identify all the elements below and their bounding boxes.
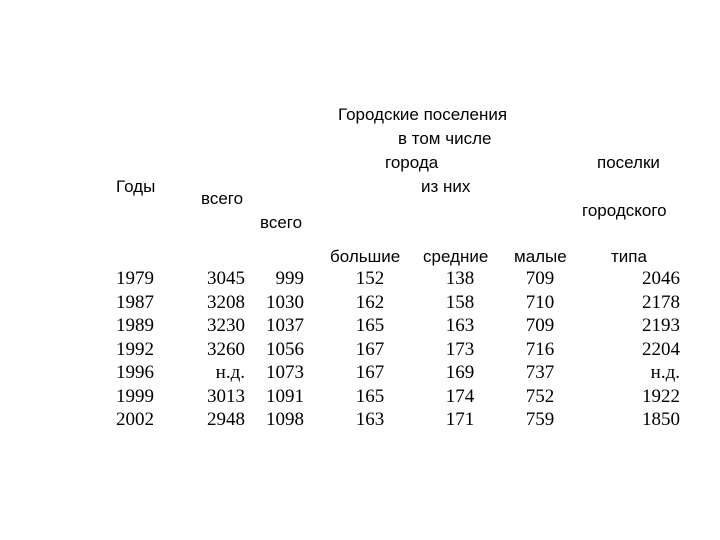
header-years: Годы [116, 177, 156, 196]
settlements-cell: 2204 [642, 338, 680, 360]
small-cell: 710 [525, 291, 555, 313]
header-cities-total: всего [260, 213, 303, 232]
header-urban-settlements: Городские поселения [338, 105, 508, 124]
header-settlements: поселки [597, 153, 660, 172]
cities-total-cell: 1056 [266, 338, 304, 360]
total-cell: 3013 [207, 385, 245, 407]
total-cell: н.д. [215, 362, 245, 383]
cities-total-cell: 999 [275, 268, 304, 289]
large-cell: 165 [355, 385, 385, 407]
small-cell: 759 [525, 409, 555, 430]
small-cell: 752 [525, 385, 555, 407]
year-cell: 1987 [116, 291, 154, 313]
medium-cell: 169 [445, 362, 475, 383]
header-medium: средние [423, 247, 489, 266]
year-cell: 1979 [116, 268, 154, 289]
settlements-cell: 1850 [642, 409, 680, 430]
small-cell: 737 [525, 362, 555, 383]
total-cell: 3045 [207, 268, 245, 289]
large-cell: 165 [355, 315, 385, 336]
year-cell: 1996 [116, 362, 154, 383]
medium-cell: 158 [445, 291, 475, 313]
large-cell: 152 [355, 268, 385, 289]
year-cell: 2002 [116, 409, 154, 430]
medium-cell: 173 [445, 338, 475, 360]
header-urban-type-1: городского [582, 201, 667, 220]
small-cell: 709 [525, 268, 555, 289]
year-cell: 1989 [116, 315, 154, 336]
cities-total-cell: 1073 [266, 362, 304, 383]
header-large: большие [330, 247, 401, 266]
header-total: всего [201, 189, 244, 208]
header-cities: города [385, 153, 439, 172]
total-cell: 3230 [207, 315, 245, 336]
medium-cell: 138 [445, 268, 475, 289]
settlements-cell: 1922 [642, 385, 680, 407]
cities-total-cell: 1091 [266, 385, 304, 407]
year-cell: 1999 [116, 385, 154, 407]
cities-total-cell: 1037 [266, 315, 304, 336]
medium-cell: 174 [445, 385, 475, 407]
header-including: в том числе [398, 129, 492, 148]
header-small: малые [514, 247, 567, 266]
total-cell: 3260 [207, 338, 245, 360]
small-cell: 716 [525, 338, 555, 360]
large-cell: 167 [355, 362, 385, 383]
large-cell: 167 [355, 338, 385, 360]
medium-cell: 171 [445, 409, 475, 430]
header-urban-type-2: типа [611, 247, 647, 266]
cities-total-cell: 1098 [266, 409, 304, 430]
header-of-them: из них [421, 177, 471, 196]
year-cell: 1992 [116, 338, 154, 360]
settlements-cell: 2193 [642, 315, 680, 336]
total-cell: 3208 [207, 291, 245, 313]
settlements-cell: 2046 [642, 268, 680, 289]
settlements-cell: н.д. [650, 362, 680, 383]
settlements-cell: 2178 [642, 291, 680, 313]
cities-total-cell: 1030 [266, 291, 304, 313]
small-cell: 709 [525, 315, 555, 336]
medium-cell: 163 [445, 315, 475, 336]
large-cell: 163 [355, 409, 385, 430]
large-cell: 162 [355, 291, 385, 313]
total-cell: 2948 [207, 409, 245, 430]
